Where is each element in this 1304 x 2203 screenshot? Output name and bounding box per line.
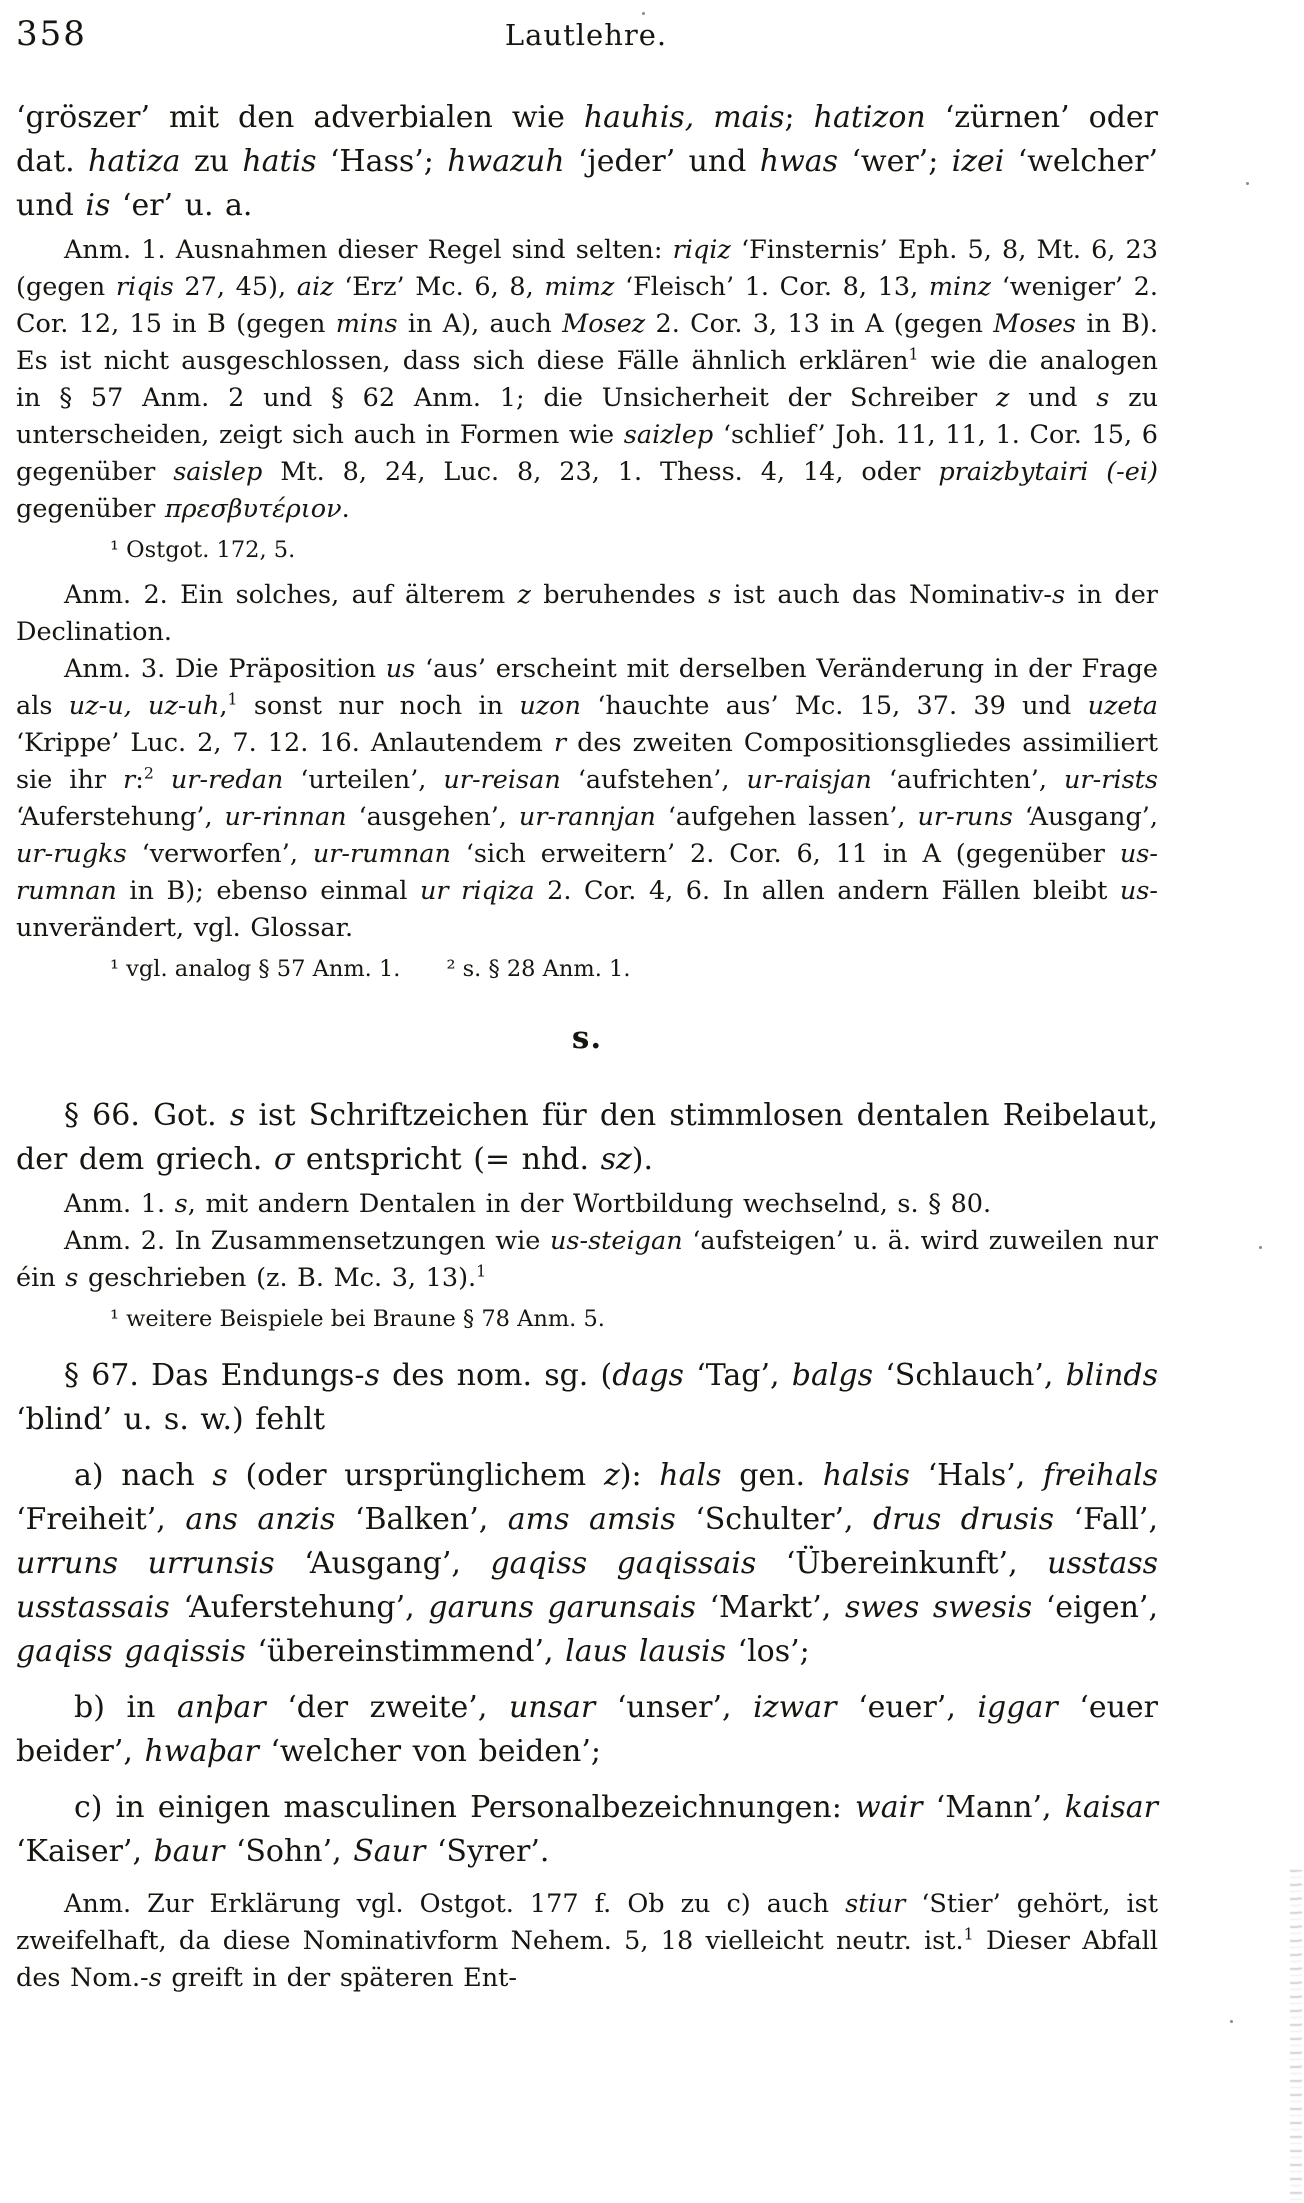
italic-term: hatiza [88, 144, 181, 179]
text-run: ). [631, 1142, 654, 1177]
text-run: ‘Sohn’, [224, 1834, 354, 1869]
text-run: Mt. 8, 24, Luc. 8, 23, 1. Thess. 4, 14, oder [262, 457, 939, 487]
text-run: entspricht (= nhd. [294, 1142, 601, 1177]
text-run: ‘ausgehen’, [346, 802, 519, 832]
text-run: ‘Fall’, [1054, 1502, 1158, 1537]
text-run: des zweiten Compositionsgliedes assimiliert sie ihr [16, 728, 1158, 795]
italic-term: ur-rugks [16, 839, 127, 869]
text-run: ‘hauchte aus’ Mc. 15, 37. 39 und [580, 691, 1088, 721]
italic-term: us-rumnan [16, 839, 1158, 906]
italic-term: ur-raisjan [746, 765, 872, 795]
section-paragraph [16, 1354, 1158, 1442]
text-run: ‘Schulter’, [675, 1502, 874, 1537]
italic-term: usstass usstassais [16, 1546, 1159, 1625]
text-run: ‘er’ u. a. [110, 188, 253, 223]
italic-term: ur-rannjan [518, 802, 656, 832]
italic-term: s [65, 1263, 79, 1293]
scan-speck [1259, 1246, 1262, 1249]
italic-term: riqiz [672, 235, 731, 265]
italic-term: saislep [173, 457, 263, 487]
text-run: c) in einigen masculinen Personalbezeichnungen: [74, 1790, 856, 1825]
italic-term: ur-rists [1064, 765, 1158, 795]
italic-term: hatis [242, 144, 317, 179]
italic-term: hatizon [813, 100, 926, 135]
italic-term: freihals [1043, 1458, 1158, 1493]
text-run: § 66. Got. [64, 1098, 230, 1133]
text-run: (oder ursprünglichem [227, 1458, 604, 1493]
text-run: ‘der zweite’, [265, 1690, 509, 1725]
text-run: und [1009, 383, 1097, 413]
italic-term: πρεσβυτέριον [164, 494, 342, 524]
text-run: ‘Markt’, [695, 1590, 845, 1625]
text-run: ‘übereinstimmend’, [245, 1634, 566, 1669]
text-run: ‘zürnen’ oder dat. [16, 100, 1158, 179]
text-run: § 67. Das Endungs- [64, 1358, 365, 1393]
italic-term: stiur [845, 1889, 906, 1919]
italic-term: sz [600, 1142, 632, 1177]
footnote [16, 954, 1158, 984]
italic-term: anþar [177, 1690, 266, 1725]
italic-term: dags [612, 1358, 684, 1393]
text-run: ‘weniger’ 2. Cor. 12, 15 in B (gegen [16, 272, 1158, 339]
italic-term: ams amsis [507, 1502, 676, 1537]
scan-speck [1246, 182, 1249, 185]
text-run: 27, 45), [173, 272, 297, 302]
italic-term: r [123, 765, 136, 795]
text-run: ‘Freiheit’, [16, 1502, 186, 1537]
text-run: Anm. 2. In Zusammensetzungen wie [64, 1226, 550, 1256]
footnote-marker: 1 [963, 1924, 974, 1944]
italic-term: baur [153, 1834, 225, 1869]
text-run: beruhendes [530, 580, 709, 610]
italic-term: us-steigan [549, 1226, 683, 1256]
italic-term: hwaþar [144, 1734, 259, 1769]
italic-term: us [385, 654, 416, 684]
italic-term: aiz [296, 272, 334, 302]
italic-term: izei [951, 144, 1005, 179]
scan-speck [1230, 2020, 1233, 2023]
italic-term: halsis [822, 1458, 910, 1493]
text-run: ‘Ausgang’, [1012, 802, 1158, 832]
text-run: greift in der späteren Ent- [161, 1963, 517, 1993]
italic-term: hwazuh [447, 144, 565, 179]
text-run: ¹ Ostgot. 172, 5. [110, 537, 296, 563]
text-run: ‘blind’ u. s. w.) fehlt [16, 1402, 326, 1437]
text-run: ‘Stier’ gehört, ist zweifelhaft, da diese Nominativform Nehem. 5, 18 vielleicht neutr. ist. [16, 1889, 1158, 1956]
text-run: ‘Krippe’ Luc. 2, 7. 12. 16. Anlautendem [16, 728, 554, 758]
text-run: ‘aufstehen’, [560, 765, 747, 795]
italic-term: s [148, 1963, 162, 1993]
italic-term: Moses [993, 309, 1077, 339]
text-run: Anm. 1. [64, 1189, 175, 1219]
italic-term: is [85, 188, 111, 223]
footnote-marker: 1 [476, 1261, 487, 1281]
text-run: ‘Auferstehung’, [16, 802, 225, 832]
italic-term: uzeta [1087, 691, 1158, 721]
text-run: ‘Erz’ Mc. 6, 8, [333, 272, 545, 302]
italic-term: s [1096, 383, 1110, 413]
italic-term: s [212, 1458, 228, 1493]
italic-term: ur-rinnan [224, 802, 347, 832]
text-run: ‘urteilen’, [283, 765, 444, 795]
italic-term: uz-u, uz-uh [68, 691, 220, 721]
text-run: : [135, 765, 144, 795]
italic-term: ur-reisan [443, 765, 561, 795]
italic-term: z [603, 1458, 620, 1493]
italic-term: hwas [759, 144, 839, 179]
text-run: ¹ weitere Beispiele bei Braune § 78 Anm. 5. [110, 1306, 605, 1332]
italic-term: garuns garunsais [428, 1590, 696, 1625]
italic-term: s [1052, 580, 1066, 610]
annotation-paragraph [16, 232, 1158, 528]
scan-edge-artifact [1290, 1870, 1302, 2203]
list-item-paragraph [16, 1454, 1158, 1674]
text-run: ‘aufgehen lassen’, [655, 802, 918, 832]
text-run: in B); ebenso einmal [116, 876, 420, 906]
text-run [154, 765, 171, 795]
text-run: ; [784, 100, 814, 135]
text-run: sonst nur noch in [237, 691, 520, 721]
text-run: ‘euer’, [836, 1690, 978, 1725]
italic-term: s [229, 1098, 246, 1133]
text-run: ist auch das Nominativ- [721, 580, 1053, 610]
text-run: a) nach [74, 1458, 213, 1493]
text-run: ‘Fleisch’ 1. Cor. 8, 13, [614, 272, 929, 302]
text-run: , [219, 691, 228, 721]
italic-term: σ [273, 1142, 295, 1177]
page-header [16, 14, 1156, 72]
italic-term: ur riqiza [420, 876, 535, 906]
footnote-marker: 1 [908, 344, 919, 364]
text-run: ‘Mann’, [922, 1790, 1065, 1825]
text-run: Anm. 2. Ein solches, auf älterem [64, 580, 518, 610]
text-run: ‘Finsternis’ Eph. 5, 8, Mt. 6, 23 (gegen [16, 235, 1158, 302]
italic-term: minz [928, 272, 992, 302]
text-run: ‘aus’ erscheint mit derselben Veränderung in der Frage als [16, 654, 1158, 721]
text-run: ‘unser’, [595, 1690, 754, 1725]
text-run: ist Schriftzeichen für den stimmlosen dentalen Reibelaut, der dem griech. [16, 1098, 1158, 1177]
italic-term: izwar [753, 1690, 837, 1725]
italic-term: unsar [508, 1690, 596, 1725]
annotation-paragraph [16, 1186, 1158, 1223]
italic-term: hals [659, 1458, 722, 1493]
annotation-paragraph [16, 1886, 1158, 1997]
italic-term: hauhis, mais [583, 100, 785, 135]
text-run: ‘Kaiser’, [16, 1834, 154, 1869]
text-run: ‘Übereinkunft’, [756, 1546, 1048, 1581]
italic-term: z [996, 383, 1010, 413]
italic-term: blinds [1065, 1358, 1158, 1393]
italic-term: kaisar [1064, 1790, 1158, 1825]
italic-term: gaqiss gaqissais [490, 1546, 757, 1581]
text-run: ‘wer’; [838, 144, 952, 179]
italic-term: us- [1119, 876, 1158, 906]
list-item-paragraph [16, 1686, 1158, 1774]
section-paragraph [16, 1094, 1158, 1182]
annotation-paragraph [16, 577, 1158, 651]
scan-speck [642, 12, 645, 15]
text-column [16, 96, 1158, 1997]
text-run: ‘euer beider’, [16, 1690, 1158, 1769]
text-run: in B). Es ist nicht ausgeschlossen, dass sich diese Fälle ähnlich erklären [16, 309, 1158, 376]
text-run: Anm. 3. Die Präposition [64, 654, 386, 684]
text-run: ² s. § 28 Anm. 1. [446, 956, 631, 982]
text-run: ‘welcher’ und [16, 144, 1159, 223]
text-run: b) in [74, 1690, 178, 1725]
text-run: , mit andern Dentalen in der Wortbildung wechselnd, s. § 80. [187, 1189, 992, 1219]
italic-term: r [553, 728, 567, 758]
running-head: Lautlehre. [504, 18, 668, 52]
text-run: zu [180, 144, 243, 179]
paragraph-continuation [16, 96, 1158, 228]
text-run: des nom. sg. ( [379, 1358, 613, 1393]
text-run: ‘Auferstehung’, [169, 1590, 429, 1625]
italic-term: drus drusis [873, 1502, 1055, 1537]
text-run: zu unterscheiden, zeigt sich auch in Formen wie [16, 383, 1158, 450]
text-run: gen. [721, 1458, 823, 1493]
footnote-marker: 1 [227, 689, 238, 709]
text-run: geschrieben (z. B. Mc. 3, 13). [78, 1263, 477, 1293]
italic-term: swes swesis [844, 1590, 1033, 1625]
italic-term: Saur [353, 1834, 426, 1869]
text-run: ‘eigen’, [1032, 1590, 1158, 1625]
text-run: ‘Schlauch’, [873, 1358, 1066, 1393]
italic-term: ur-runs [917, 802, 1013, 832]
annotation-paragraph [16, 1223, 1158, 1297]
text-run: ‘Hass’; [316, 144, 448, 179]
text-run: ‘Hals’, [909, 1458, 1043, 1493]
text-run: ‘jeder’ und [564, 144, 760, 179]
italic-term: mins [335, 309, 398, 339]
text-run: ‘Balken’, [335, 1502, 508, 1537]
text-run: ‘aufrichten’, [871, 765, 1064, 795]
footnote-marker: 2 [143, 763, 154, 783]
footnote [16, 535, 1158, 565]
italic-term: iggar [977, 1690, 1058, 1725]
italic-term: gaqiss gaqissis [16, 1634, 246, 1669]
text-run: ‘gröszer’ mit den adverbialen wie [16, 100, 584, 135]
text-run: ‘Ausgang’, [274, 1546, 491, 1581]
text-run: wie die analogen in § 57 Anm. 2 und § 62 Anm. 1; die Unsicherheit der Schreiber [16, 346, 1158, 413]
text-run: in der Declination. [16, 580, 1158, 647]
text-run: ‘welcher von beiden’; [258, 1734, 601, 1769]
italic-term: urruns urrunsis [16, 1546, 275, 1581]
italic-term: s [174, 1189, 188, 1219]
text-run: . [341, 494, 350, 524]
text-run: 2. Cor. 3, 13 in A (gegen [645, 309, 994, 339]
text-run: ‘Syrer’. [425, 1834, 550, 1869]
text-run: ¹ vgl. analog § 57 Anm. 1. [110, 956, 401, 982]
section-heading [16, 1020, 1158, 1056]
text-run: ‘verworfen’, [126, 839, 313, 869]
italic-term: balgs [791, 1358, 874, 1393]
text-run: in A), auch [397, 309, 563, 339]
text-run: Dieser Abfall des Nom.- [16, 1926, 1158, 1993]
italic-term: s [364, 1358, 380, 1393]
italic-term: ur-redan [170, 765, 284, 795]
italic-term: z [517, 580, 531, 610]
text-run: ‘schlief’ Joh. 11, 11, 1. Cor. 15, 6 gegenüber [16, 420, 1159, 487]
italic-term: s [708, 580, 722, 610]
page-number: 358 [16, 14, 87, 54]
text-run: gegenüber [16, 494, 165, 524]
text-run: Anm. Zur Erklärung vgl. Ostgot. 177 f. Ob zu c) auch [64, 1889, 846, 1919]
text-run: ): [619, 1458, 660, 1493]
italic-term: Mosez [562, 309, 646, 339]
italic-term: ans anzis [185, 1502, 336, 1537]
text-run: 2. Cor. 4, 6. In allen andern Fällen bleibt [534, 876, 1120, 906]
text-run: ‘sich erweitern’ 2. Cor. 6, 11 in A (gegenüber [450, 839, 1120, 869]
italic-term: riqis [115, 272, 174, 302]
list-item-paragraph [16, 1786, 1158, 1874]
italic-term: praizbytairi (-ei) [938, 457, 1158, 487]
text-run: ‘aufsteigen’ u. ä. wird zuweilen nur éin [16, 1226, 1158, 1293]
annotation-paragraph [16, 651, 1158, 947]
italic-term: mimz [544, 272, 615, 302]
italic-term: uzon [519, 691, 581, 721]
footnote [16, 1304, 1158, 1334]
text-run: ‘los’; [726, 1634, 810, 1669]
text-run: Anm. 1. Ausnahmen dieser Regel sind selten: [64, 235, 673, 265]
text-run: unverändert, vgl. Glossar. [16, 913, 354, 943]
italic-term: wair [855, 1790, 923, 1825]
text-run: s. [571, 1020, 603, 1056]
italic-term: laus lausis [565, 1634, 727, 1669]
italic-term: saizlep [623, 420, 714, 450]
text-run: ‘Tag’, [683, 1358, 792, 1393]
italic-term: ur-rumnan [312, 839, 451, 869]
